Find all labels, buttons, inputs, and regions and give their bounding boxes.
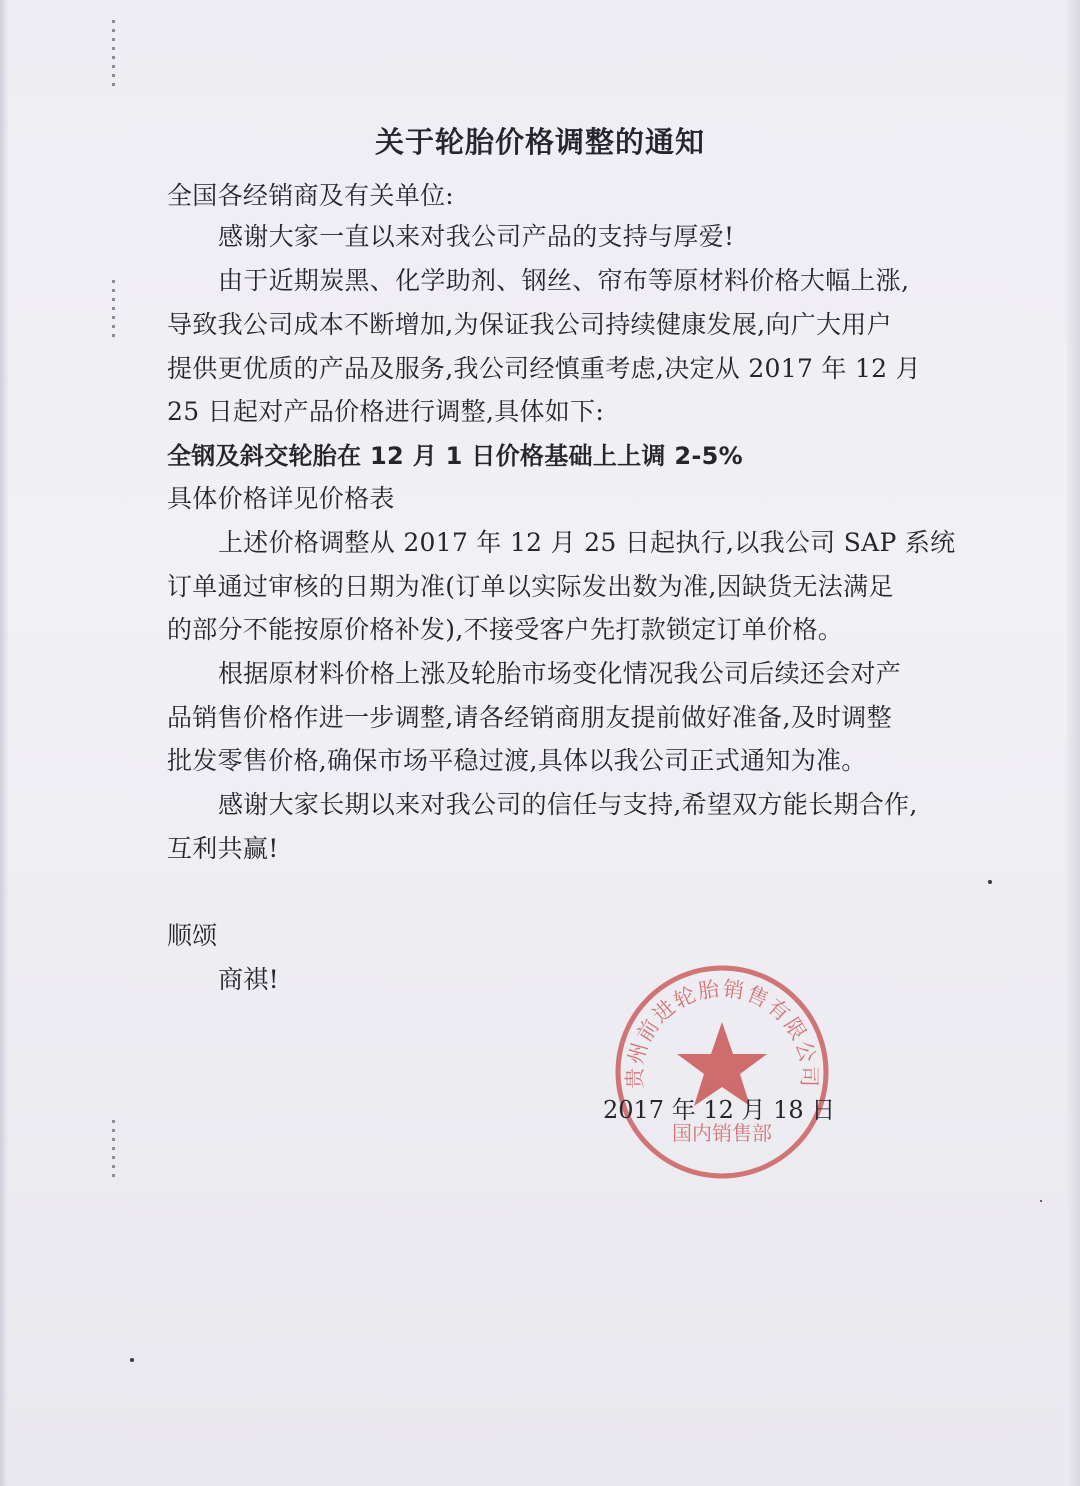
paragraph-line: 感谢大家一直以来对我公司产品的支持与厚爱!: [218, 222, 735, 251]
paragraph-line: 上述价格调整从 2017 年 12 月 25 日起执行,以我公司 SAP 系统: [218, 528, 956, 557]
seal-ring-text: 贵州前进轮胎销售有限公司: [622, 976, 822, 1089]
paragraph-line: 的部分不能按原价格补发),不接受客户先打款锁定订单价格。: [167, 615, 844, 644]
paragraph-line: 互利共赢!: [167, 834, 279, 863]
paragraph-line: 提供更优质的产品及服务,我公司经慎重考虑,决定从 2017 年 12 月: [167, 354, 921, 383]
closing-regards: 顺颂: [167, 921, 218, 950]
paragraph-line: 导致我公司成本不断增加,为保证我公司持续健康发展,向广大用户: [167, 310, 892, 339]
paragraph-line: 品销售价格作进一步调整,请各经销商朋友提前做好准备,及时调整: [167, 703, 892, 732]
paragraph-line: 根据原材料价格上涨及轮胎市场变化情况我公司后续还会对产: [218, 659, 902, 688]
document-title: 关于轮胎价格调整的通知: [374, 125, 705, 159]
binding-marks-bottom: [112, 1120, 115, 1180]
paragraph-line: 感谢大家长期以来对我公司的信任与支持,希望双方能长期合作,: [218, 790, 918, 819]
binding-marks-middle: [112, 280, 115, 340]
closing-wishes: 商祺!: [218, 965, 279, 994]
binding-marks-top: [112, 20, 115, 90]
salutation: 全国各经销商及有关单位:: [167, 181, 455, 210]
paper-left-shadow: [0, 0, 8, 1486]
paragraph-line: 由于近期炭黑、化学助剂、钢丝、帘布等原材料价格大幅上涨,: [218, 266, 910, 295]
document-date: 2017 年 12 月 18 日: [603, 1096, 836, 1124]
seal-department-text: 国内销售部: [672, 1121, 772, 1145]
paper-right-shadow: [1066, 0, 1080, 1486]
paragraph-line: 25 日起对产品价格进行调整,具体如下:: [167, 397, 605, 426]
company-seal: [612, 962, 832, 1182]
price-increase-highlight: 全钢及斜交轮胎在 12 月 1 日价格基础上上调 2-5%: [167, 442, 743, 470]
paragraph-line: 批发零售价格,确保市场平稳过渡,具体以我公司正式通知为准。: [167, 746, 867, 775]
paragraph-line: 订单通过审核的日期为准(订单以实际发出数为准,因缺货无法满足: [167, 572, 894, 601]
paragraph-line: 具体价格详见价格表: [167, 484, 395, 513]
